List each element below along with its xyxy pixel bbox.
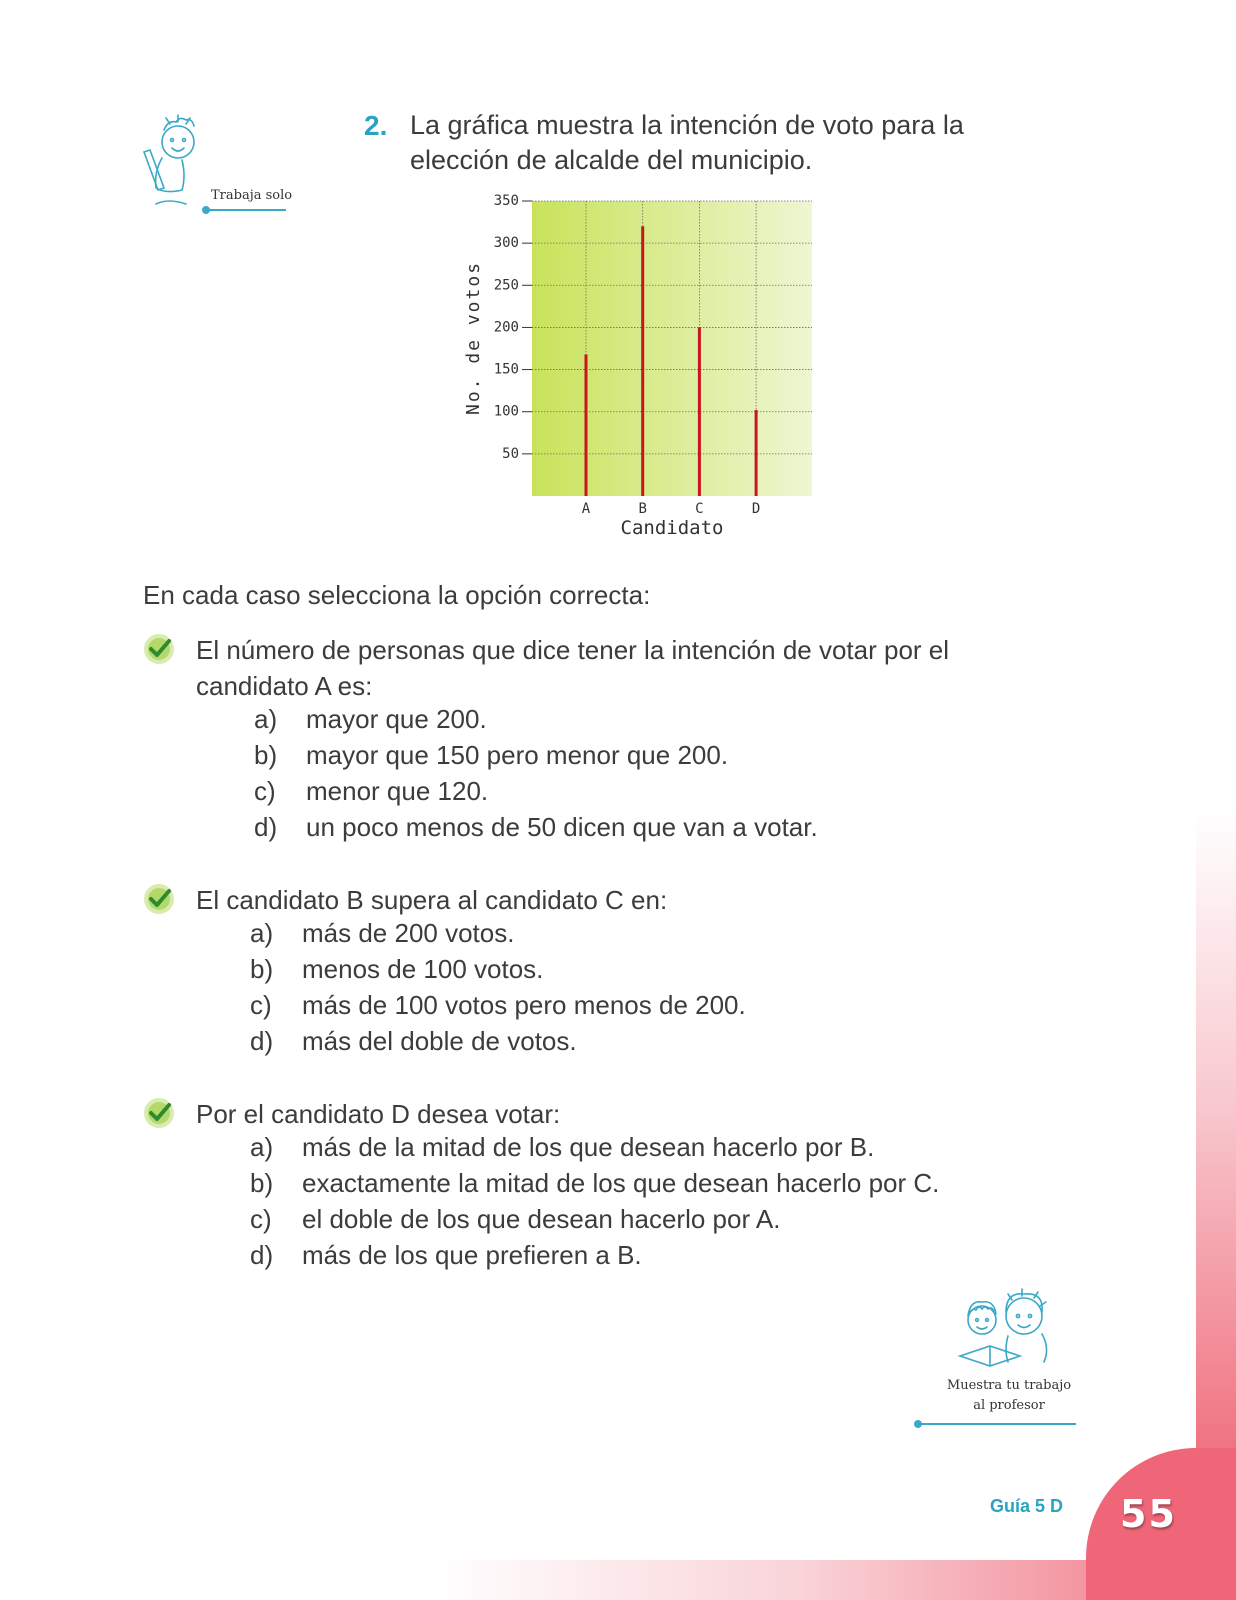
badge-line-1: Muestra tu trabajo — [946, 1378, 1072, 1393]
x-tick-label: D — [751, 501, 761, 517]
y-tick-label: 250 — [493, 277, 519, 294]
two-children-icon — [952, 1288, 1072, 1378]
y-tick-label: 150 — [493, 361, 519, 378]
trabaja-solo-badge: Trabaja solo — [211, 188, 293, 203]
item-3-option-a[interactable]: a) más de la mitad de los que desean hacerlo por B. — [250, 1132, 875, 1162]
badge-underline — [918, 1423, 1076, 1425]
y-axis-label: No. de votos — [463, 260, 484, 416]
y-tick-label: 200 — [493, 319, 519, 336]
bar-d — [755, 410, 758, 496]
item-3-option-b[interactable]: b) exactamente la mitad de los que desean hacerlo por C. — [250, 1168, 940, 1198]
right-decorative-band — [1196, 0, 1236, 1600]
page-number: 55 — [1120, 1492, 1177, 1536]
item-2-option-b[interactable]: b) menos de 100 votos. — [250, 954, 544, 984]
bar-c — [698, 327, 701, 496]
bar-b — [641, 226, 644, 496]
x-tick-label: B — [638, 501, 647, 517]
question-number: 2. — [364, 110, 388, 141]
y-tick-label: 100 — [493, 403, 519, 420]
y-tick-label: 50 — [502, 445, 519, 462]
item-1-option-a[interactable]: a) mayor que 200. — [254, 704, 487, 734]
item-3-stem: Por el candidato D desea votar: — [196, 1099, 561, 1129]
check-icon — [142, 632, 176, 666]
x-tick-label: C — [695, 501, 704, 517]
item-1-stem-line-1: El número de personas que dice tener la intención de votar por el — [196, 635, 950, 665]
y-tick-label: 300 — [493, 235, 519, 252]
instruction-text: En cada caso selecciona la opción correcta: — [143, 580, 651, 610]
bottom-decorative-band — [0, 1560, 1236, 1600]
item-1-option-b[interactable]: b) mayor que 150 pero menor que 200. — [254, 740, 729, 770]
x-tick-label: A — [581, 501, 591, 517]
question-text-line-1: La gráfica muestra la intención de voto para la — [410, 110, 964, 140]
child-with-pencil-icon — [132, 112, 212, 212]
guide-label: Guía 5 D — [990, 1496, 1064, 1516]
item-2-option-a[interactable]: a) más de 200 votos. — [250, 918, 515, 948]
plot-area — [532, 201, 812, 496]
item-3-option-d[interactable]: d) más de los que prefieren a B. — [250, 1240, 642, 1270]
item-1-stem-line-2: candidato A es: — [196, 671, 373, 701]
x-axis-label: Candidato — [620, 517, 724, 539]
badge-underline — [206, 209, 286, 211]
check-icon — [142, 1096, 176, 1130]
item-2-option-d[interactable]: d) más del doble de votos. — [250, 1026, 577, 1056]
vote-intention-chart — [450, 190, 830, 546]
item-1-option-c[interactable]: c) menor que 120. — [254, 776, 489, 806]
item-2-option-c[interactable]: c) más de 100 votos pero menos de 200. — [250, 990, 746, 1020]
muestra-trabajo-badge — [944, 1376, 1074, 1416]
item-3-option-c[interactable]: c) el doble de los que desean hacerlo por A. — [250, 1204, 781, 1234]
question-text-line-2: elección de alcalde del municipio. — [410, 145, 813, 175]
bar-a — [585, 354, 588, 496]
item-1-option-d[interactable]: d) un poco menos de 50 dicen que van a votar. — [254, 812, 818, 842]
y-tick-label: 350 — [493, 193, 519, 209]
item-2-stem: El candidato B supera al candidato C en: — [196, 885, 668, 915]
check-icon — [142, 882, 176, 916]
badge-line-2: al profesor — [973, 1398, 1045, 1413]
